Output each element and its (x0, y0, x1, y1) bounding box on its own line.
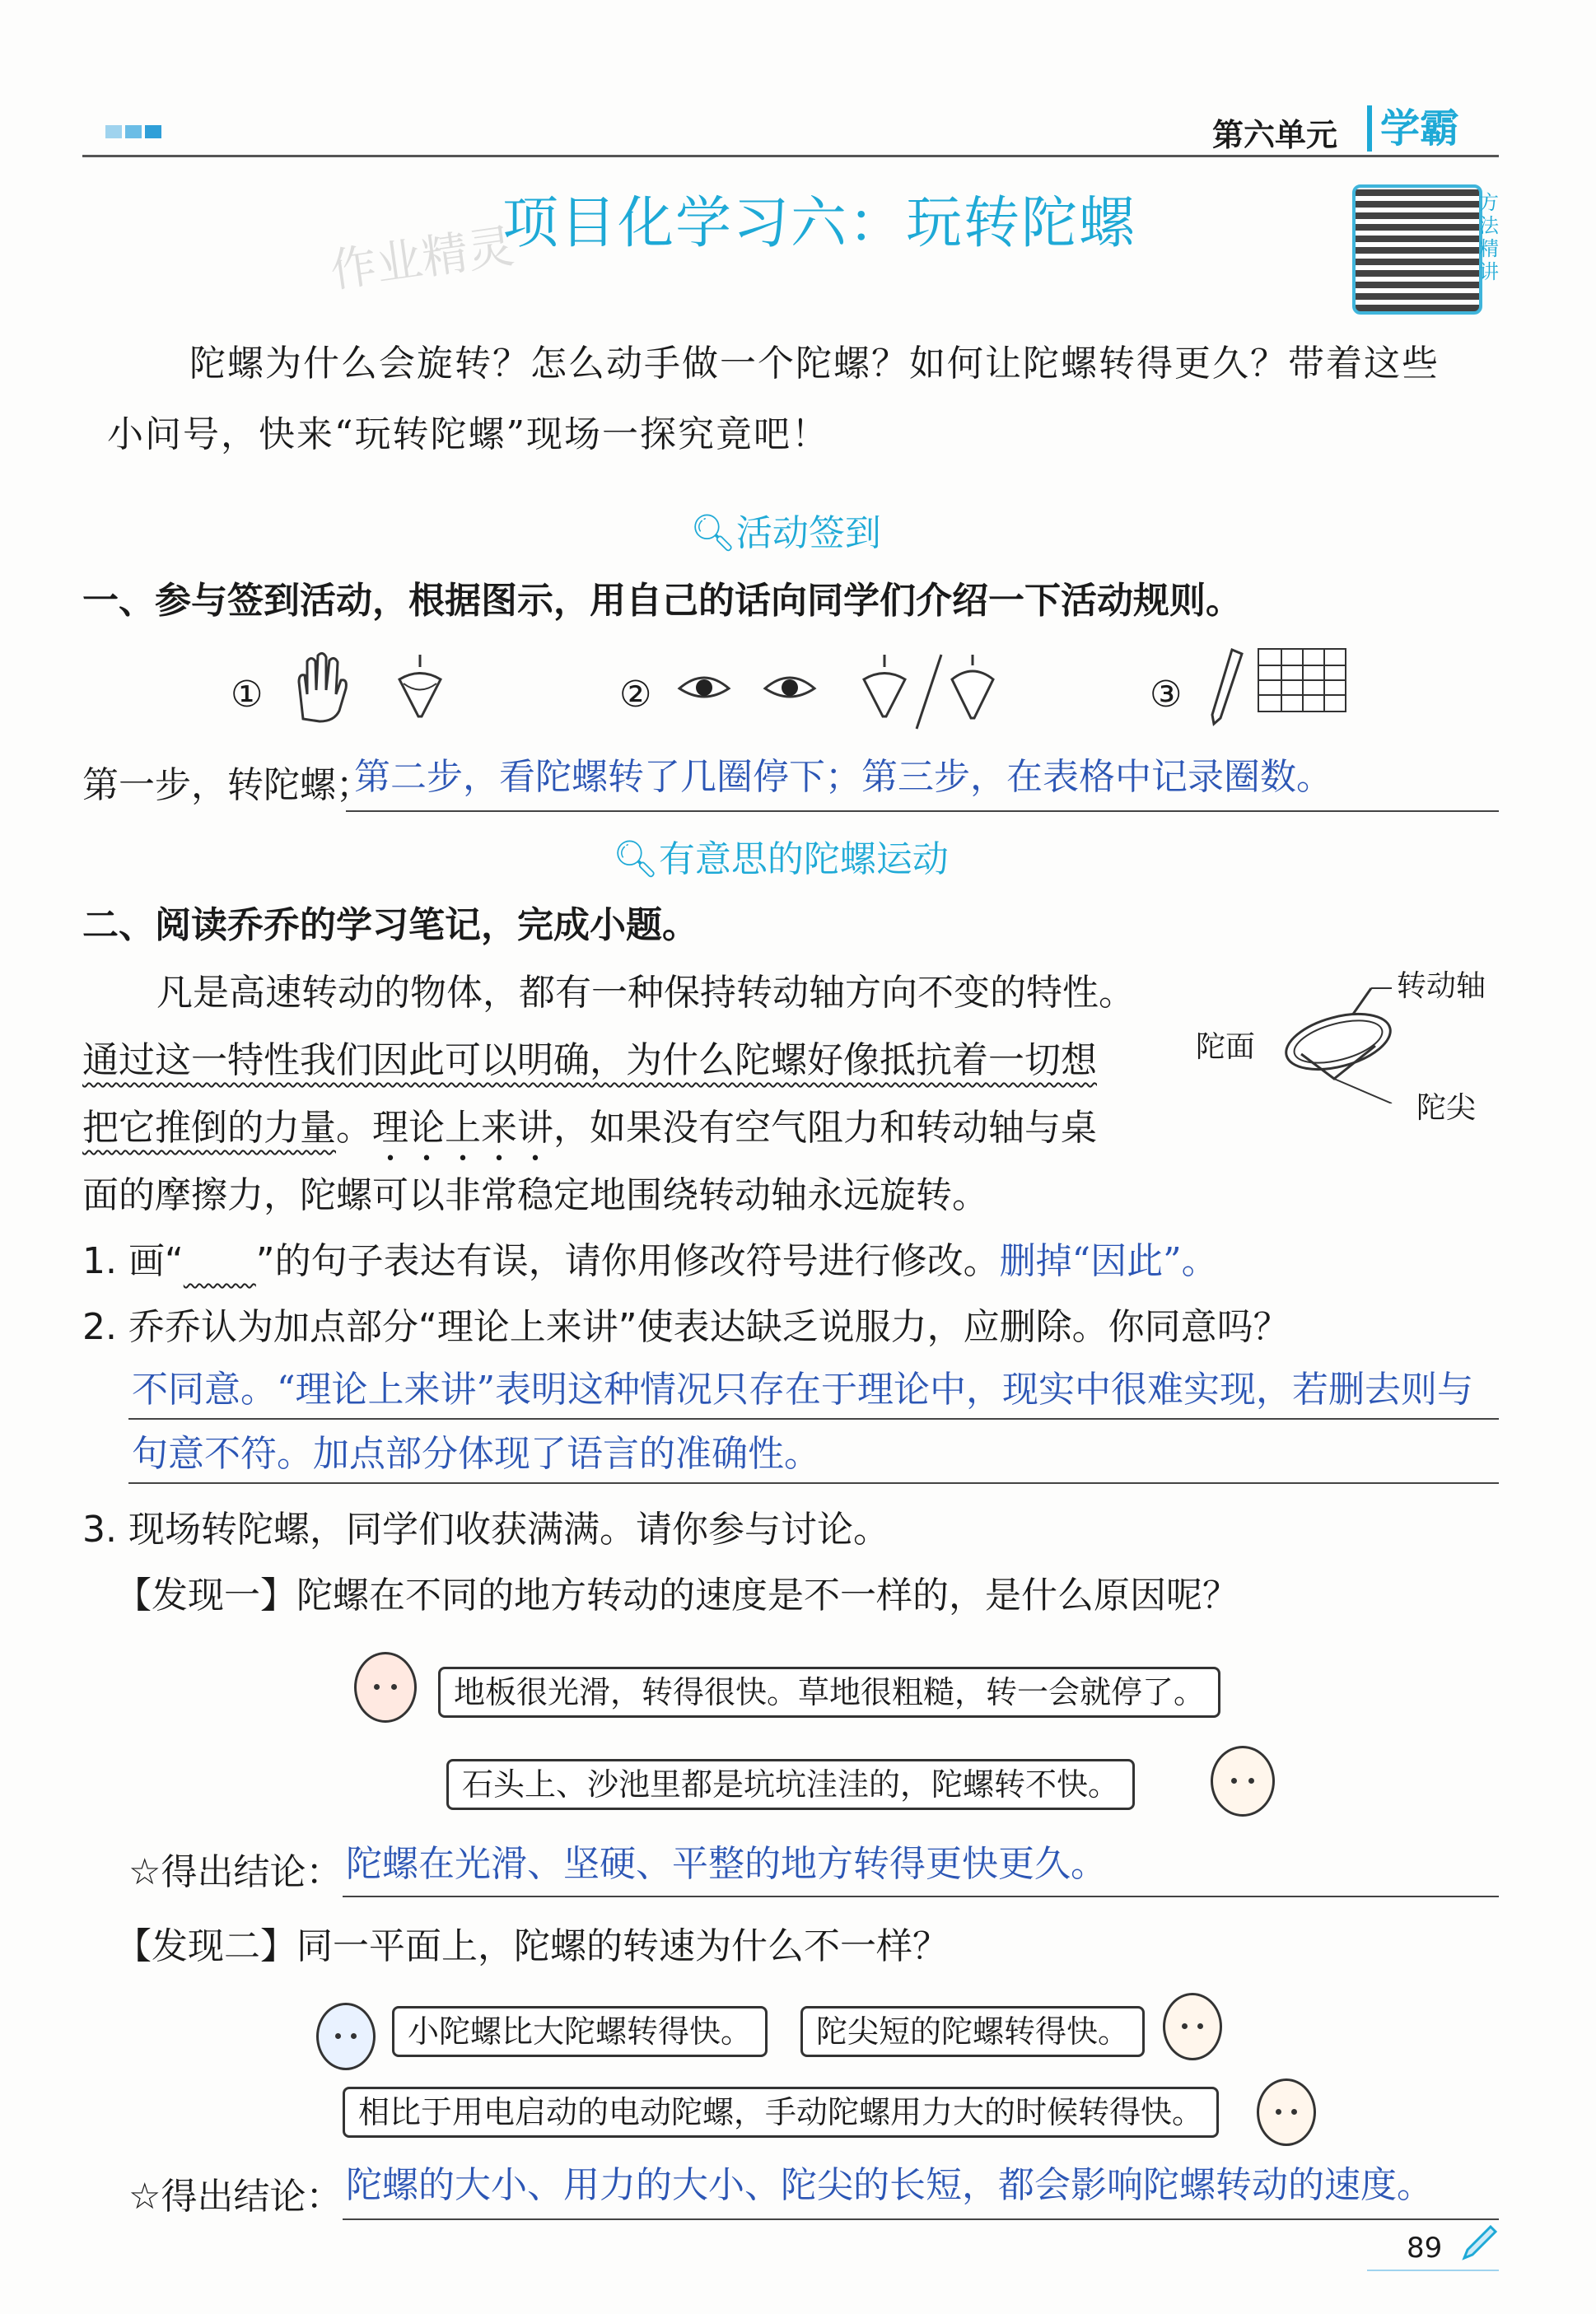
spinning-top-diagram (1268, 980, 1416, 1103)
qr-code[interactable] (1352, 184, 1482, 315)
search-icon: 🔍︎ (613, 838, 659, 880)
question-2: 二、阅读乔乔的学习笔记，完成小题。 (82, 904, 698, 946)
speech-bubble-2: 石头上、沙池里都是坑坑洼洼的，陀螺转不快。 (446, 1759, 1135, 1810)
passage-rest: ，如果没有空气阻力和转动轴与桌 (553, 1107, 1097, 1149)
label-axis: 转动轴 (1397, 969, 1486, 1003)
answer-line (343, 2218, 1499, 2220)
hand-icon (287, 649, 352, 723)
boy-avatar (1211, 1746, 1275, 1817)
boy-avatar (1257, 2078, 1316, 2146)
conclusion-answer-2: 陀螺的大小、用力的大小、陀尖的长短，都会影响陀螺转动的速度。 (346, 2164, 1433, 2206)
page-title: 项目化学习六：玩转陀螺 (502, 191, 1137, 256)
answer-line (128, 1418, 1499, 1420)
speech-bubble-4: 陀尖短的陀螺转得快。 (800, 2006, 1145, 2057)
speech-bubble-3: 小陀螺比大陀螺转得快。 (392, 2006, 768, 2057)
finding-2: 【发现二】同一平面上，陀螺的转速为什么不一样？ (115, 1925, 949, 1967)
answer-line (343, 1896, 1499, 1897)
passage-line-3 (82, 1105, 1097, 1169)
spinning-top-icon (387, 651, 453, 725)
unit-label: 第六单元 (1212, 117, 1338, 153)
passage-line-2: 通过这一特性我们因此可以明确，为什么陀螺好像抵抗着一切想 (82, 1039, 1097, 1081)
brand-text: 学霸 (1380, 105, 1460, 152)
answer-1-prefix: 第一步，转陀螺； (82, 764, 372, 806)
passage-punct: 。 (336, 1107, 372, 1149)
passage-line-4: 面的摩擦力，陀螺可以非常稳定地围绕转动轴永远旋转。 (82, 1174, 988, 1216)
question-1: 一、参与签到活动，根据图示，用自己的话向同学们介绍一下活动规则。 (82, 580, 1242, 622)
qr-label: 方法精讲 (1479, 191, 1499, 283)
section-heading-text: 活动签到 (735, 512, 881, 554)
conclusion-answer-1: 陀螺在光滑、坚硬、平整的地方转得更快更久。 (346, 1843, 1107, 1885)
q2-num: 2. (82, 1306, 117, 1348)
slash-divider (912, 651, 945, 733)
q2-text: 乔乔认为加点部分“理论上来讲”使表达缺乏说服力，应删除。你同意吗？ (128, 1306, 1290, 1348)
dotted-emphasis-text: 理论上来讲 (372, 1107, 553, 1149)
answer-line (346, 810, 1499, 812)
passage-line-1: 凡是高速转动的物体，都有一种保持转动轴方向不变的特性。 (156, 972, 1135, 1014)
section-heading-motion (613, 837, 949, 883)
step-3-num: ③ (1150, 674, 1183, 716)
stopped-top-icon (944, 651, 1001, 725)
speech-bubble-5: 相比于用电启动的电动陀螺，手动陀螺用力大的时候转得快。 (343, 2087, 1219, 2138)
pencil-icon (1207, 646, 1245, 728)
header-decoration (105, 125, 171, 143)
girl-avatar (316, 2003, 376, 2070)
q1-num: 1. (82, 1240, 117, 1282)
label-face: 陀面 (1196, 1030, 1256, 1064)
q2-answer-line-2: 句意不符。加点部分体现了语言的准确性。 (132, 1433, 820, 1475)
q3-text: 现场转陀螺，同学们收获满满。请你参与讨论。 (128, 1509, 889, 1551)
watermark: 作业精灵 (327, 219, 518, 299)
girl-avatar (354, 1652, 417, 1723)
wavy-underlined-text: 把它推倒的力量 (82, 1107, 336, 1149)
wavy-sample (184, 1240, 256, 1282)
eye-icon (761, 667, 819, 705)
pencil-icon (1461, 2223, 1499, 2261)
search-icon: 🔍︎ (690, 512, 736, 554)
section-heading-text: 有意思的陀螺运动 (658, 838, 949, 880)
q2-answer-line-1: 不同意。“理论上来讲”表明这种情况只存在于理论中，现实中很难实现，若删去则与 (132, 1369, 1473, 1411)
conclusion-label-1: ☆得出结论： (128, 1851, 343, 1893)
q1-text (128, 1239, 1218, 1285)
answer-line (128, 1482, 1499, 1484)
boy-avatar (1163, 1993, 1222, 2060)
eye-icon (675, 667, 733, 705)
record-table-icon (1257, 647, 1347, 713)
speech-bubble-1: 地板很光滑，转得很快。草地很粗糙，转一会就停了。 (438, 1667, 1220, 1718)
page-number: 89 (1407, 2232, 1443, 2265)
finding-1: 【发现一】陀螺在不同的地方转动的速度是不一样的，是什么原因呢？ (115, 1575, 1239, 1617)
q1-text-a: 画“ (128, 1240, 184, 1282)
q1-answer: 删掉“因此”。 (999, 1240, 1218, 1282)
intro-line-1: 陀螺为什么会旋转？怎么动手做一个陀螺？如何让陀螺转得更久？带着这些 (189, 343, 1440, 385)
step-2-num: ② (619, 674, 652, 716)
label-tip: 陀尖 (1416, 1091, 1477, 1125)
q1-text-b: ”的句子表达有误，请你用修改符号进行修改。 (255, 1240, 1000, 1282)
brand-logo (1367, 105, 1459, 152)
intro-line-2: 小问号，快来“玩转陀螺”现场一探究竟吧！ (107, 413, 829, 455)
q3-num: 3. (82, 1509, 117, 1551)
conclusion-label-2: ☆得出结论： (128, 2176, 343, 2218)
section-heading-checkin (690, 511, 881, 557)
answer-1: 第二步，看陀螺转了几圈停下；第三步，在表格中记录圈数。 (354, 756, 1332, 798)
spinning-top-icon (852, 651, 917, 725)
step-1-num: ① (231, 674, 264, 716)
